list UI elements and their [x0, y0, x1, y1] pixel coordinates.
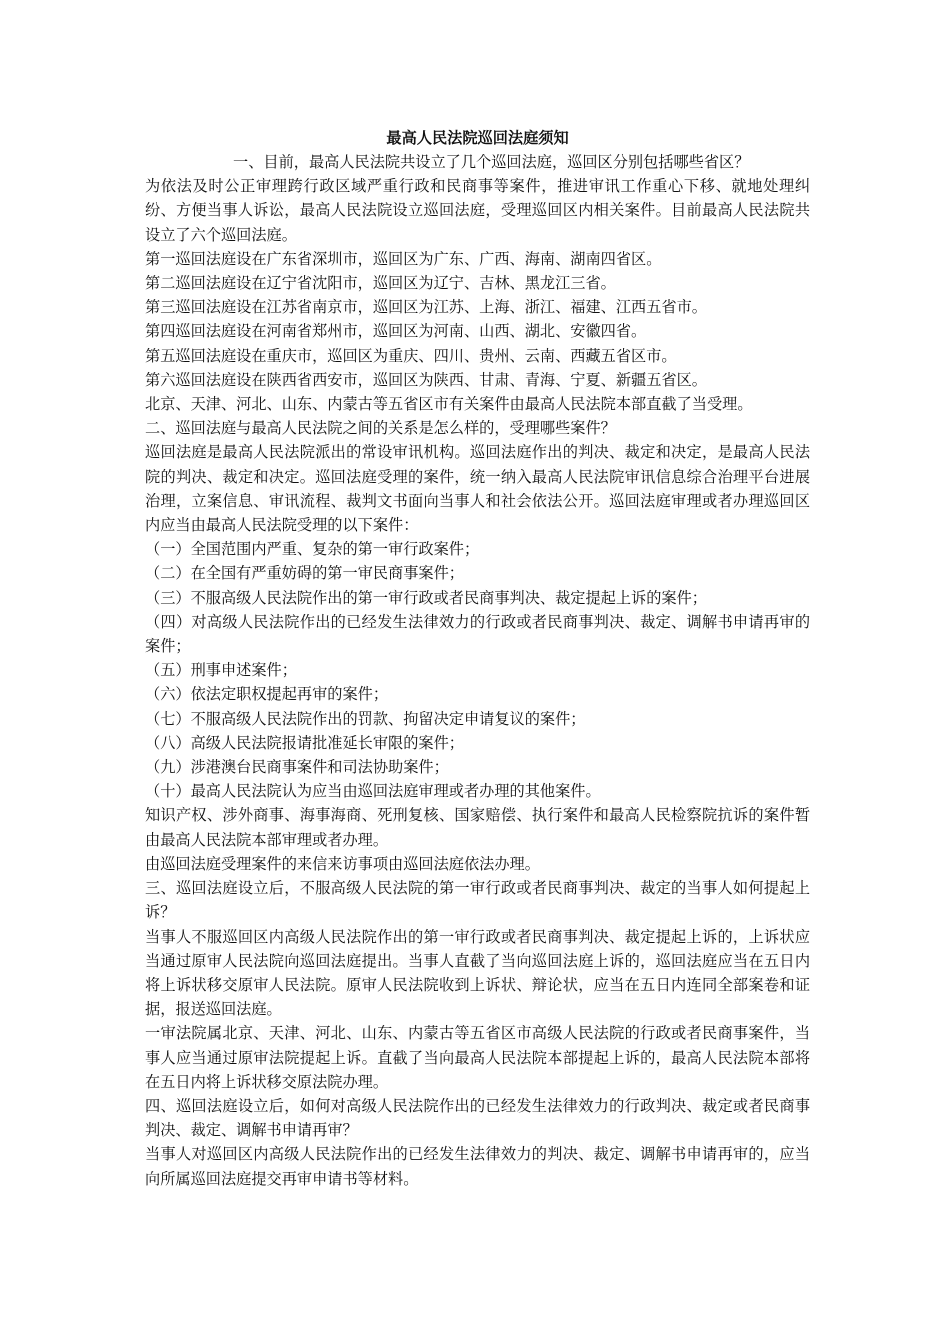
case-item-2: （二）在全国有严重妨碍的第一审民商事案件；	[145, 564, 464, 583]
court-1-line: 第一巡回法庭设在广东省深圳市，巡回区为广东、广西、海南、湖南四省区。	[145, 249, 662, 268]
headquarters-line: 北京、天津、河北、山东、内蒙古等五省区市有关案件由最高人民法院本部直截了当受理。	[145, 395, 753, 414]
paragraph-appeal-procedure: 当事人不服巡回区内高级人民法院作出的第一审行政或者民商事判决、裁定提起上诉的，上诉状应当通过原审人民法院向巡回法庭提出。当事人直截了当向巡回法庭上诉的，巡回法庭应当在五日内将上诉状移交原审人民法院。原审人民法院收到上诉状、辩论状，应当在五日内连同全部案卷和证据，报送巡回法庭。	[145, 927, 810, 1019]
document-title: 最高人民法院巡回法庭须知	[386, 129, 569, 147]
case-item-1: （一）全国范围内严重、复杂的第一审行政案件；	[145, 540, 480, 559]
case-item-3: （三）不服高级人民法院作出的第一审行政或者民商事判决、裁定提起上诉的案件；	[145, 588, 707, 607]
court-6-line: 第六巡回法庭设在陕西省西安市，巡回区为陕西、甘肃、青海、宁夏、新疆五省区。	[145, 370, 707, 389]
question-1-heading: 一、目前，最高人民法院共设立了几个巡回法庭，巡回区分别包括哪些省区？	[233, 153, 750, 171]
question-4-heading: 四、巡回法庭设立后，如何对高级人民法院作出的已经发生法律效力的行政判决、裁定或者民商事判决、裁定、调解书申请再审？	[145, 1096, 810, 1140]
court-4-line: 第四巡回法庭设在河南省郑州市，巡回区为河南、山西、湖北、安徽四省。	[145, 322, 647, 341]
case-item-8: （八）高级人民法院报请批准延长审限的案件；	[145, 733, 464, 752]
paragraph-intro: 为依法及时公正审理跨行政区域严重行政和民商事等案件，推进审讯工作重心下移、就地处理纠纷、方便当事人诉讼，最高人民法院设立巡回法庭，受理巡回区内相关案件。目前最高人民法院共设立了六个巡回法庭。	[145, 177, 810, 244]
question-3-heading: 三、巡回法庭设立后，不服高级人民法院的第一审行政或者民商事判决、裁定的当事人如何提起上诉？	[145, 879, 810, 922]
case-item-6: （六）依法定职权提起再审的案件；	[145, 685, 388, 704]
paragraph-appeal-headquarters: 一审法院属北京、天津、河北、山东、内蒙古等五省区市高级人民法院的行政或者民商事案件，当事人应当通过原审法院提起上诉。直截了当向最高人民法院本部提起上诉的，最高人民法院本部将在五日内将上诉状移交原法院办理。	[145, 1024, 810, 1091]
case-item-7: （七）不服高级人民法院作出的罚款、拘留决定申请复议的案件；	[145, 709, 586, 728]
paragraph-retrial-application: 当事人对巡回区内高级人民法院作出的已经发生法律效力的判决、裁定、调解书申请再审的，应当向所属巡回法庭提交再审申请书等材料。	[145, 1145, 810, 1188]
question-2-heading: 二、巡回法庭与最高人民法院之间的关系是怎么样的，受理哪些案件？	[145, 419, 616, 438]
paragraph-relationship: 巡回法庭是最高人民法院派出的常设审讯机构。巡回法庭作出的判决、裁定和决定，是最高人民法院的判决、裁定和决定。巡回法庭受理的案件，统一纳入最高人民法院审讯信息综合治理平台进展治理，立案信息、审讯流程、裁判文书面向当事人和社会依法公开。巡回法庭审理或者办理巡回区内应当由最高人民法院受理的以下案件：	[145, 443, 810, 535]
court-2-line: 第二巡回法庭设在辽宁省沈阳市，巡回区为辽宁、吉林、黑龙江三省。	[145, 274, 616, 293]
paragraph-excluded-cases: 知识产权、涉外商事、海事海商、死刑复核、国家赔偿、执行案件和最高人民检察院抗诉的案件暂由最高人民法院本部审理或者办理。	[145, 806, 810, 849]
court-3-line: 第三巡回法庭设在江苏省南京市，巡回区为江苏、上海、浙江、福建、江西五省市。	[145, 298, 707, 317]
case-item-5: （五）刑事申述案件；	[145, 661, 297, 680]
case-item-10: （十）最高人民法院认为应当由巡回法庭审理或者办理的其他案件。	[145, 782, 601, 801]
paragraph-letters-visits: 由巡回法庭受理案件的来信来访事项由巡回法庭依法办理。	[145, 854, 540, 873]
case-item-9: （九）涉港澳台民商事案件和司法协助案件；	[145, 758, 449, 777]
court-5-line: 第五巡回法庭设在重庆市，巡回区为重庆、四川、贵州、云南、西藏五省区市。	[145, 346, 677, 365]
case-item-4: （四）对高级人民法院作出的已经发生法律效力的行政或者民商事判决、裁定、调解书申请再审的案件；	[145, 612, 810, 656]
document-page	[145, 126, 810, 1191]
